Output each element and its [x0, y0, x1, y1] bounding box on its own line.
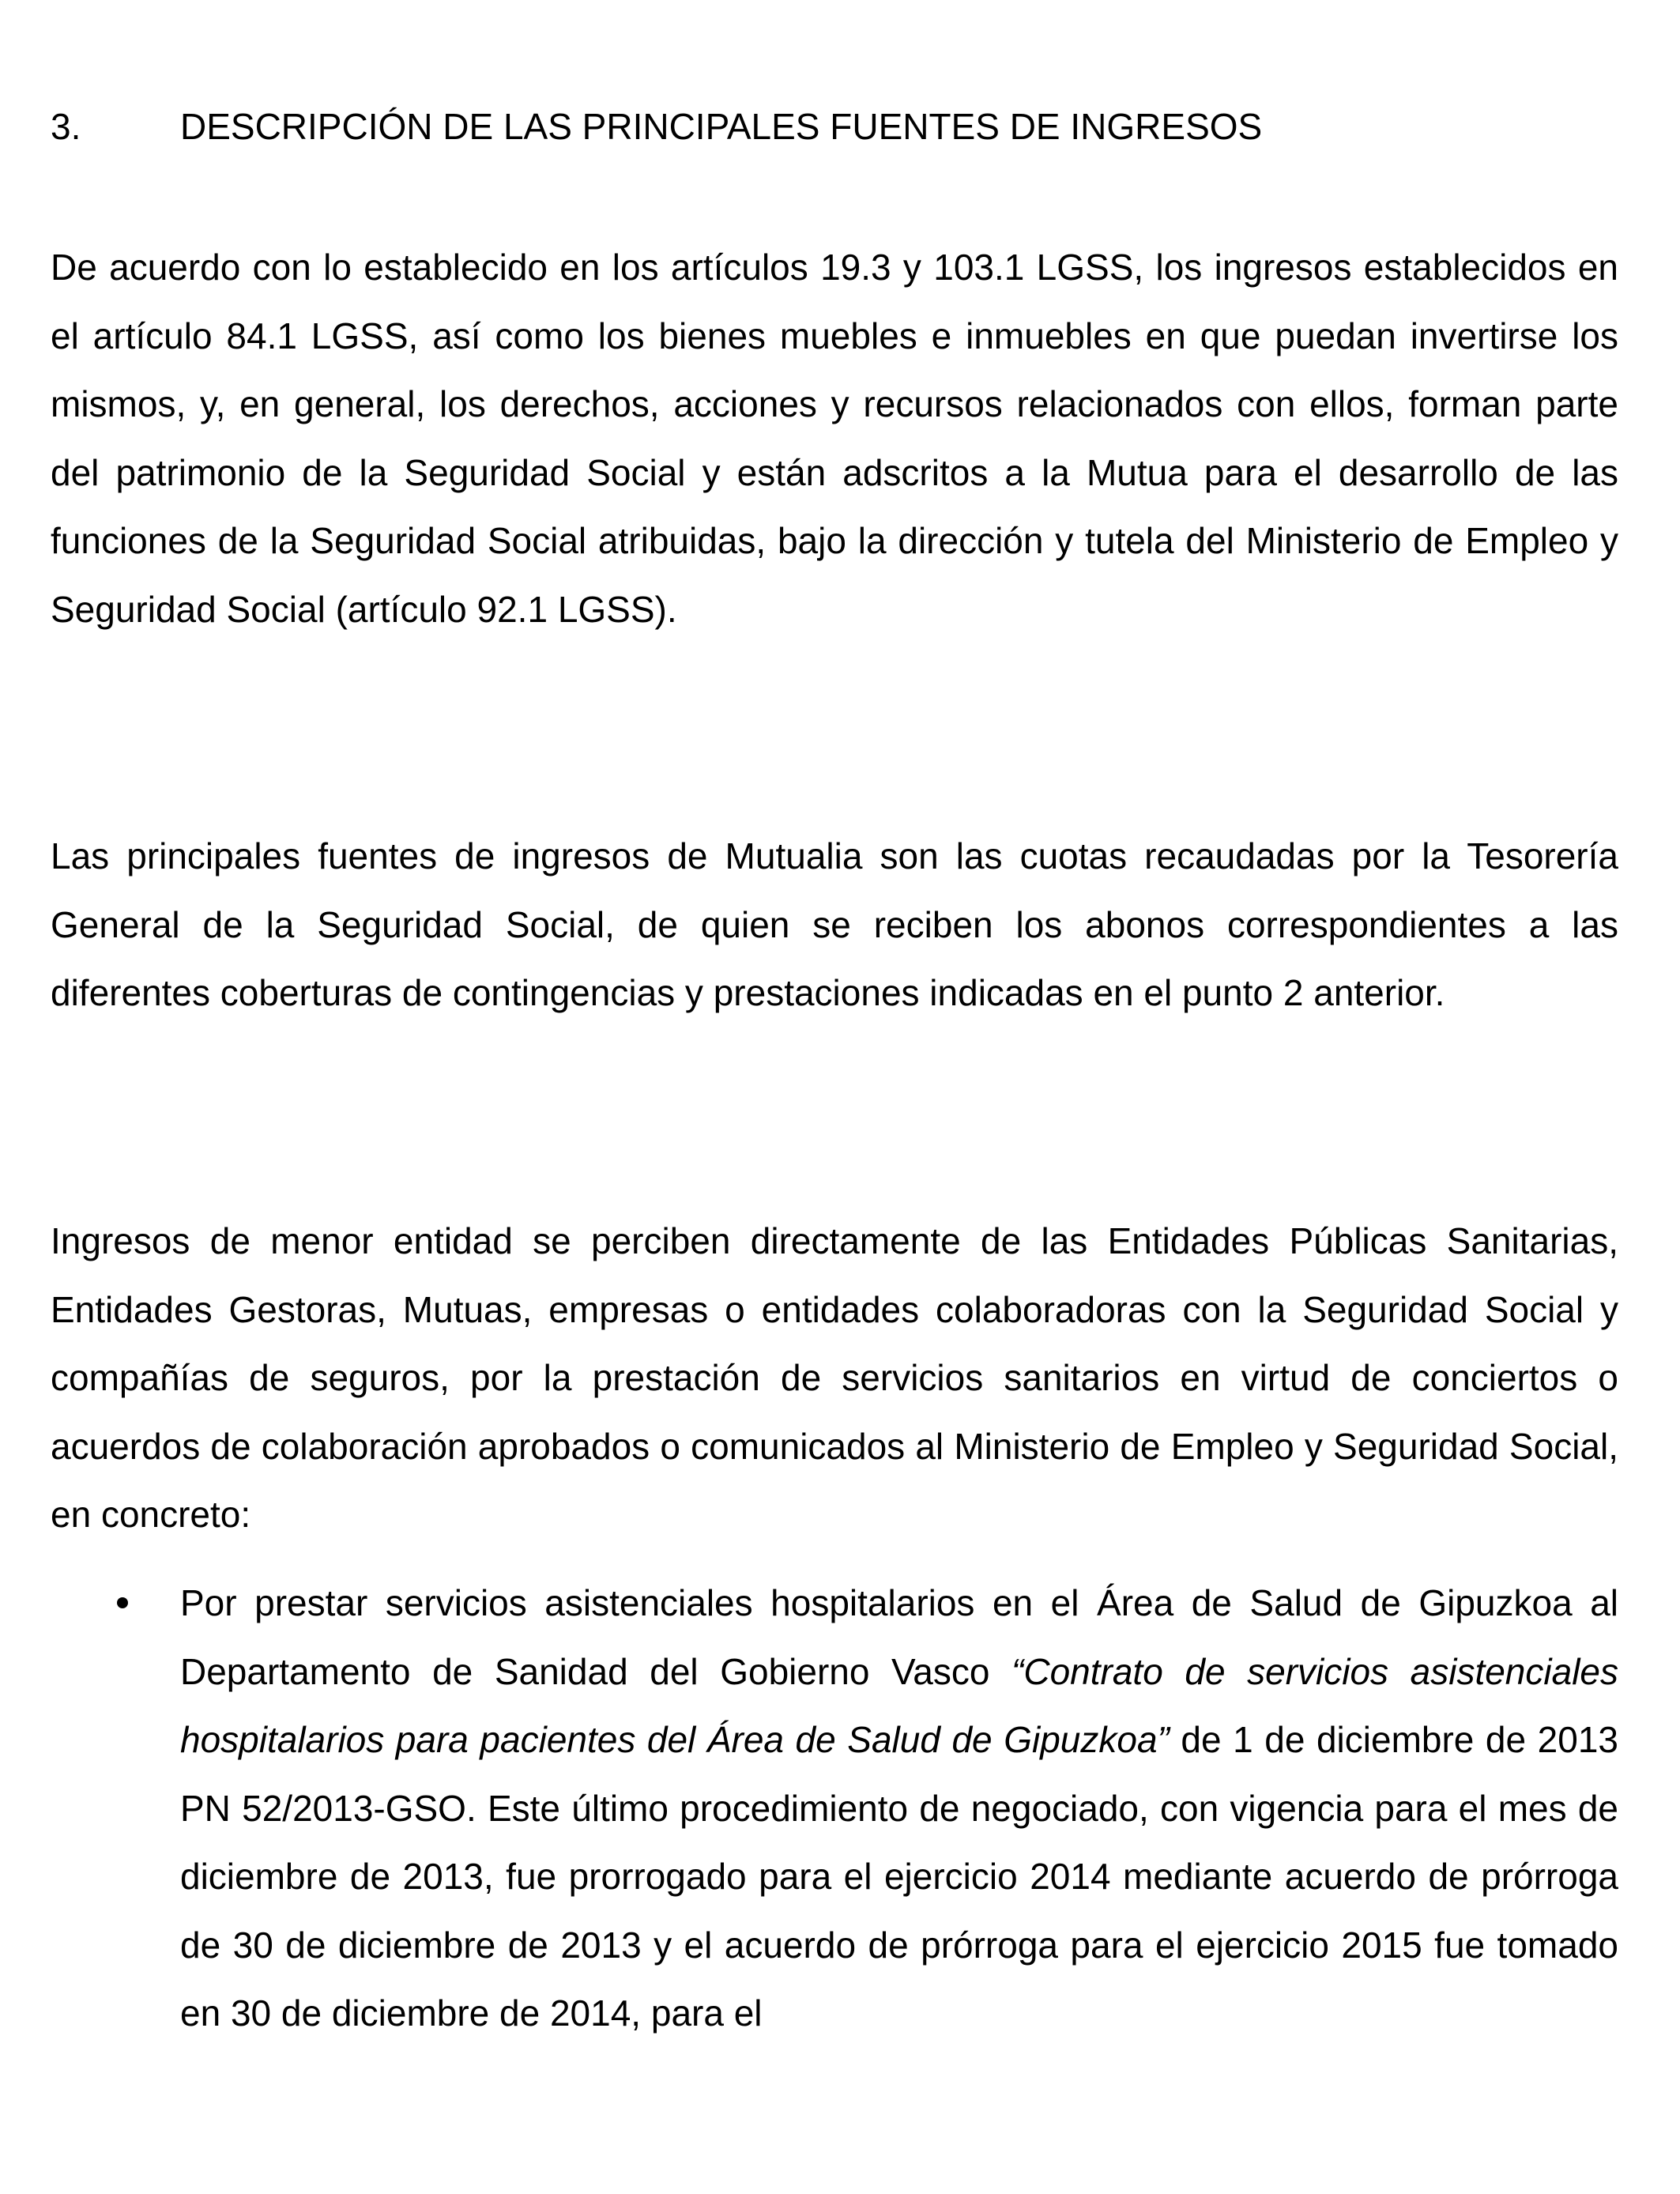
paragraph-main-income: Las principales fuentes de ingresos de Mutualia son las cuotas recaudadas por la Tesorería General de la Seguridad Social, de quien se reciben los abonos correspondientes a las diferentes coberturas de contingencias y prestaciones indicadas en el punto 2 anterior. [51, 835, 1618, 1013]
section-title: DESCRIPCIÓN DE LAS PRINCIPALES FUENTES DE INGRESOS [180, 106, 1263, 147]
section-heading [51, 103, 1262, 150]
bullet-text-continuation: de 1 de diciembre de 2013 PN 52/2013-GSO. Este último procedimiento de negociado, con vigencia para el mes de diciembre de 2013, fue prorrogado para el ejercicio 2014 mediante acuerdo de prórroga de 30 de diciembre de 2013 y el acuerdo de prórroga para el ejercicio 2015 fue tomado en 30 de diciembre de 2014, para el [180, 1719, 1618, 2034]
paragraph-minor-income: Ingresos de menor entidad se perciben directamente de las Entidades Públicas Sanitarias, Entidades Gestoras, Mutuas, empresas o entidades colaboradoras con la Seguridad Social y compañías de seguros, por la prestación de servicios sanitarios en virtud de conciertos o acuerdos de colaboración aprobados o comunicados al Ministerio de Empleo y Seguridad Social, en concreto: [51, 1220, 1618, 1535]
bullet-text-regular: Por prestar servicios asistenciales hospitalarios en el Área de Salud de Gipuzkoa al Departamento de Sanidad del Gobierno Vasco [180, 1582, 1618, 1692]
paragraph-legal-basis: De acuerdo con lo establecido en los artículos 19.3 y 103.1 LGSS, los ingresos establecidos en el artículo 84.1 LGSS, así como los bienes muebles e inmuebles en que puedan invertirse los mismos, y, en general, los derechos, acciones y recursos relacionados con ellos, forman parte del patrimonio de la Seguridad Social y están adscritos a la Mutua para el desarrollo de las funciones de la Seguridad Social atribuidas, bajo la dirección y tutela del Ministerio de Empleo y Seguridad Social (artículo 92.1 LGSS). [51, 247, 1618, 630]
bullet-icon [117, 1597, 128, 1608]
income-bullet-list [51, 1569, 1618, 2048]
list-item [51, 1569, 1618, 2048]
section-number: 3. [51, 106, 81, 147]
bullet-text-italic-contract-title: “Contrato de servicios asistenciales hospitalarios para pacientes del Área de Salud de Gipuzkoa” [180, 1650, 1618, 1760]
